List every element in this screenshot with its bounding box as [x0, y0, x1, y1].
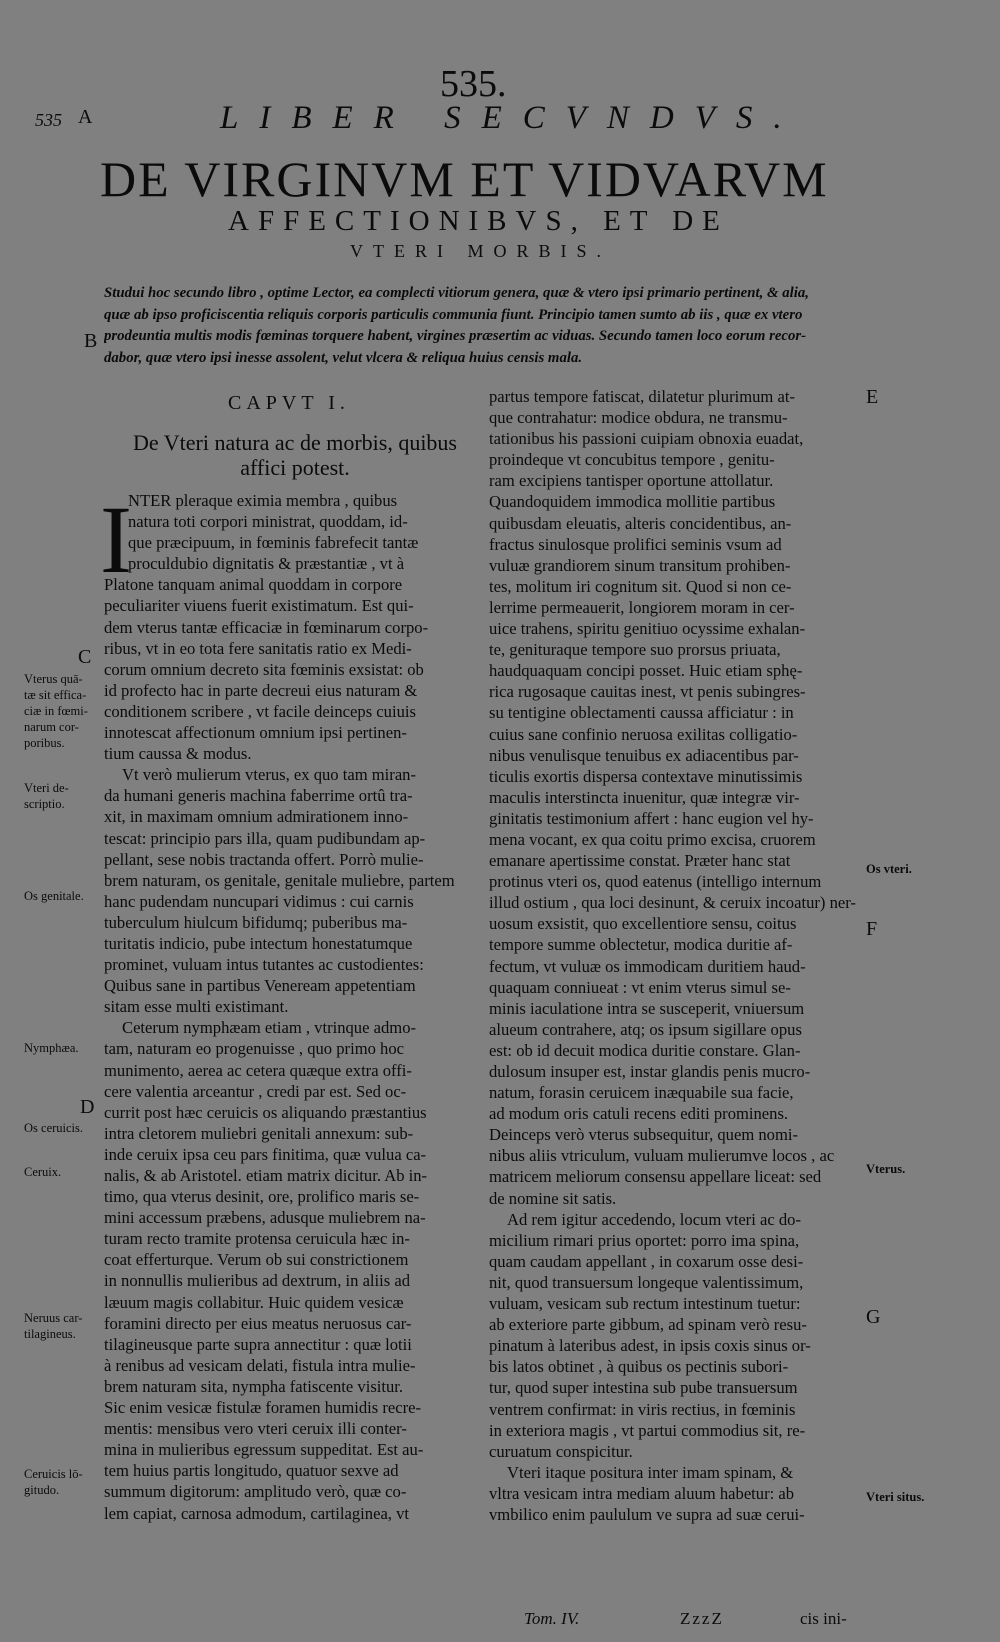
text-line: da humani generis machina faberrime ortû tra- — [104, 786, 413, 806]
margin-letter-b: B — [84, 330, 98, 352]
note-line: Os ceruicis. — [24, 1121, 84, 1135]
page-number: 535. — [440, 63, 507, 105]
drop-cap: I — [100, 486, 132, 593]
text-line: protinus vteri os, quod eatenus (intelligo internum — [489, 872, 822, 892]
text-line: proindeque vt concubitus tempore , genitu- — [489, 450, 775, 470]
note-line: Neruus car- — [24, 1311, 83, 1325]
left-page-number: 535 — [35, 110, 62, 130]
text-line: uice trahens, spiritu genitiuo ocyssime exhalan- — [489, 619, 806, 639]
margin-note-vterus: Vterus. — [866, 1162, 906, 1176]
chapter-subtitle — [104, 430, 486, 480]
text-line: natum, forasin ceruicem inæquabile sua facie, — [489, 1083, 794, 1103]
text-line: vltra vesicam intra mediam aluum habetur: ab — [489, 1483, 795, 1503]
note-line: gitudo. — [24, 1483, 60, 1497]
text-line: coat efferturque. Verum ob sui constrictionem — [104, 1250, 409, 1270]
note-line: tæ sit effica- — [24, 688, 87, 702]
text-line: pinatum à lateribus adest, in ipsis coxis sinus or- — [489, 1336, 811, 1356]
text-line: intra cletorem muliebri genitali annexum: sub- — [104, 1123, 414, 1143]
text-line: nibus aliis vtriculum, vuluam mulierumve locos , ac — [489, 1146, 835, 1166]
text-line: tium caussa & modus. — [104, 744, 252, 764]
right-column — [489, 386, 867, 1525]
text-line: quam caudam appellant , in coxarum osse desi- — [489, 1251, 804, 1271]
text-line: innotescat affectionum omnium ipsi pertinen- — [104, 723, 407, 743]
text-line: rica rugosaque cauitas inest, vt penis subingres- — [489, 682, 806, 702]
text-line: minis iaculatione intra se susceperit, vniuersum — [489, 998, 805, 1018]
text-line: ab exteriore parte gibbum, ad spinam verò resu- — [489, 1315, 807, 1335]
chapter-heading: CAPVT I. — [228, 392, 350, 414]
text-line: tempore summe oblectetur, modica duritie af- — [489, 935, 793, 955]
text-line: conditionem scribere , vt facile deinceps cuiuis — [104, 701, 416, 721]
margin-note-longitudo — [24, 1466, 83, 1498]
text-line: alueum contrahere, atq; os ipsum sigillare opus — [489, 1019, 802, 1039]
main-title: DE VIRGINVM ET VIDVARVM — [100, 151, 829, 207]
margin-note-vterus-efficacia — [24, 671, 88, 751]
note-line: narum cor- — [24, 720, 79, 734]
text-line: nibus venulisque tenuibus ex adiacentibus par- — [489, 745, 799, 765]
chapter-subtitle-line: affici potest. — [240, 455, 350, 480]
text-line: fractus sinulosque prolifici seminis vsum ad — [489, 534, 782, 554]
text-line: maculis interstincta inuenitur, quæ integræ vir- — [489, 787, 800, 807]
text-line: sitam esse multi existimant. — [104, 997, 289, 1017]
catchword: cis ini- — [800, 1609, 847, 1628]
text-line: ram excipiens tantisper oportune attollatur. — [489, 471, 774, 491]
text-line: inde ceruix ipsa ceu pars finitima, quæ vulua ca- — [104, 1144, 427, 1164]
text-line: Ceterum nymphæam etiam , vtrinque admo- — [122, 1018, 417, 1038]
text-line: illud ostium , qua loci desinunt, & ceruix incoatur) ner- — [489, 893, 856, 913]
text-line: ticulis exortis dispersa contextave minutissimis — [489, 766, 803, 786]
text-line: turitatis indicio, pube intectum honestatumque — [104, 933, 413, 953]
margin-letter-e: E — [866, 386, 879, 408]
text-line: prominet, vuluam intus tutantes ac custodientes: — [104, 955, 424, 975]
summary-line: quæ ab ipso proficiscentia reliquis corporis particulis communia fiunt. Principio tamen sumto ab iis , quæ ex vtero — [104, 306, 803, 323]
text-line: corum omnium decreto sita fœminis exsistat: ob — [104, 659, 424, 679]
text-line: brem naturam sita, nympha fatiscente visitur. — [104, 1376, 404, 1396]
text-line: peculiariter viuens fuerit existimatum. Est qui- — [104, 596, 414, 616]
text-line: id profecto hac in parte decreui eius naturam & — [104, 680, 418, 700]
margin-note-os-vteri: Os vteri. — [866, 862, 912, 876]
summary-line: Studui hoc secundo libro , optime Lector, ea complecti vitiorum genera, quæ & vtero ipsi primario pertinent, & alia, — [104, 285, 809, 301]
margin-note-os-genitale — [24, 888, 84, 904]
text-line: de nomine sit satis. — [489, 1188, 617, 1208]
text-line: tationibus his passioni cuipiam obnoxia euadat, — [489, 429, 804, 449]
text-line: ventrem confirmat: in viris rectius, in fœminis — [489, 1399, 796, 1419]
text-line: cere valentia arceantur , credi par est. Sed oc- — [104, 1081, 407, 1101]
text-line: ad modum oris catuli recens editi prominens. — [489, 1104, 789, 1124]
sub-title: AFFECTIONIBVS, ET DE — [228, 205, 729, 237]
text-line: mini accessum præbens, adusque muliebrem na- — [104, 1208, 426, 1228]
text-line: munimento, aerea ac cetera quæque extra offi- — [104, 1060, 412, 1080]
text-line: in exteriora magis , vt partui commodius sit, re- — [489, 1420, 806, 1440]
text-line: à renibus ad vesicam delati, fistula intra mulie- — [104, 1355, 416, 1375]
note-line: Ceruicis lō- — [24, 1467, 83, 1481]
margin-note-descriptio — [24, 780, 69, 812]
text-line: Deinceps verò vterus subsequitur, quem nomi- — [489, 1125, 799, 1145]
signature-mark: ZzzZ — [680, 1609, 724, 1628]
text-line: vuluæ grandiorem sinum transitum prohiben- — [489, 555, 791, 575]
text-line: lerrime permeauerit, longiorem moram in cer- — [489, 597, 795, 617]
margin-note-ceruix — [24, 1164, 61, 1180]
text-line: que præcipuum, in fœminis fabrefecit tantæ — [128, 533, 419, 553]
text-line: est: ob id decuit modica duritie constare. Glan- — [489, 1040, 801, 1060]
text-line: Quandoquidem immodica mollitie partibus — [489, 492, 776, 512]
margin-letter-a: A — [78, 106, 93, 128]
sub-title-line2: VTERI MORBIS. — [350, 241, 612, 261]
book-summary — [104, 283, 862, 369]
text-line: Platone tanquam animal quoddam in corpore — [104, 575, 403, 595]
text-line: tes, molitum iri cognitum sit. Quod si non ce- — [489, 576, 792, 596]
text-line: tur, quod super intestina sub pube transuersum — [489, 1378, 798, 1398]
summary-line: prodeuntia multis modis fœminas torquere habent, virgines præsertim ac viduas. Secundo tamen loco eorum recor- — [104, 328, 807, 344]
text-line: nalis, & ab Aristotel. etiam matrix dicitur. Ab in- — [104, 1166, 428, 1185]
margin-letter-f: F — [866, 918, 878, 940]
text-line: mina in mulieribus egressum suppeditat. Est au- — [104, 1440, 424, 1460]
text-line: te, genituraque tempore suo prorsus priuata, — [489, 640, 781, 660]
note-line: Ceruix. — [24, 1165, 62, 1179]
text-line: natura toti corpori ministrat, quoddam, id- — [128, 512, 408, 532]
margin-letter-d: D — [80, 1096, 95, 1118]
text-line: quibusdam eleuatis, alteris concidentibus, an- — [489, 513, 792, 533]
text-line: cuius sane confinio neruosa exilitas colligatio- — [489, 724, 798, 744]
text-line: dem vterus tantæ efficaciæ in fœminarum corpo- — [104, 617, 429, 637]
text-line: turam recto tramite protensa ceruicula hæc in- — [104, 1229, 410, 1249]
note-line: ciæ in fœmi- — [24, 704, 88, 718]
text-line: xit, in maximam omnium admirationem inno- — [104, 807, 409, 827]
text-line: nit, quod transuersum longeque valentissimum, — [489, 1272, 804, 1292]
note-line: Vteri de- — [24, 781, 69, 795]
text-line: su tentigine oblectamenti caussa afficiatur : in — [489, 703, 794, 723]
left-column — [104, 490, 489, 1524]
text-line: tescat: principio pars illa, quam pudibundam ap- — [104, 828, 426, 848]
text-line: haudquaquam concipi posset. Huic etiam sphę- — [489, 661, 803, 681]
margin-letter-g: G — [866, 1306, 881, 1328]
text-line: mentis: mensibus vero vteri ceruix illi conter- — [104, 1419, 407, 1439]
volume-mark: Tom. IV. — [524, 1609, 580, 1628]
summary-line: dabor, quæ vtero ipsi inesse assolent, velut vlcera & reliqua huius censis mala. — [104, 349, 583, 366]
text-line: brem naturam, os genitale, genitale muliebre, partem — [104, 870, 455, 890]
margin-note-neruus — [24, 1310, 82, 1342]
text-line: timo, qua vterus desinit, ore, prolifico maris se- — [104, 1187, 420, 1207]
text-line: Quibus sane in partibus Veneream appetentiam — [104, 976, 416, 996]
note-line: Vterus quā- — [24, 672, 83, 686]
text-line: ribus, vt in eo tota fere sanitatis ratio ex Medi- — [104, 638, 412, 658]
note-line: tilagineus. — [24, 1327, 76, 1341]
text-line: mena vocant, ex qua coitu primo excisa, cruorem — [489, 829, 816, 849]
note-line: Nymphæa. — [24, 1041, 79, 1055]
chapter-subtitle-line: De Vteri natura ac de morbis, quibus — [132, 430, 457, 455]
note-line: Os genitale. — [24, 889, 84, 903]
text-line: Sic enim vesicæ fistulæ foramen humidis recre- — [104, 1398, 422, 1418]
text-line: hanc pudendam nuncupari vidimus : cui carnis — [104, 891, 414, 911]
text-line: bis latos obtinet , à quibus os pectinis subori- — [489, 1357, 789, 1377]
text-line: foramini directo per eius meatus neruosus car- — [104, 1313, 412, 1333]
text-line: pellant, sese nobis tractanda offert. Porrò mulie- — [104, 849, 424, 869]
margin-note-os-ceruicis — [24, 1120, 83, 1136]
text-line: in nonnullis mulieribus ad dextrum, in aliis ad — [104, 1271, 411, 1291]
text-line: ginitatis testimonium affert : hanc eugion vel hy- — [489, 808, 814, 828]
book-title: LIBER SECVNDVS. — [220, 100, 803, 136]
margin-note-vteri-situs: Vteri situs. — [866, 1490, 925, 1504]
text-line: lem capiat, carnosa admodum, cartilaginea, vt — [104, 1503, 410, 1523]
text-line: curuatum conspicitur. — [489, 1441, 633, 1461]
text-line: tem huius partis longitudo, quatuor sexve ad — [104, 1461, 399, 1481]
text-line: summum digitorum: amplitudo verò, quæ co- — [104, 1482, 407, 1502]
text-line: tam, naturam eo progenuisse , quo primo hoc — [104, 1039, 405, 1059]
text-line: NTER pleraque eximia membra , quibus — [128, 491, 398, 510]
text-line: vuluam, vesicam sub rectum intestinum tuetur: — [489, 1294, 801, 1314]
text-line: que contrahatur: modice obdura, ne transmu- — [489, 408, 788, 428]
text-line: tilagineusque parte supra annectitur : quæ lotii — [104, 1334, 412, 1354]
note-line: scriptio. — [24, 797, 65, 811]
text-line: Ad rem igitur accedendo, locum vteri ac do- — [507, 1209, 801, 1229]
text-line: dulosum insuper est, instar glandis penis mucro- — [489, 1062, 811, 1081]
margin-note-nymphaea — [24, 1040, 79, 1056]
text-line: læuum magis collabitur. Huic quidem vesicæ — [104, 1292, 404, 1312]
text-line: emanare apertissime constat. Præter hanc stat — [489, 851, 791, 871]
text-line: micilium rimari prius oportet: porro ima spina, — [489, 1230, 800, 1250]
text-line: fectum, vt vuluæ os immodicam duritiem haud- — [489, 956, 806, 976]
text-line: Vteri itaque positura inter imam spinam, & — [507, 1462, 794, 1482]
text-line: tuberculum hiulcum bifidumq; puberibus ma- — [104, 912, 408, 932]
note-line: poribus. — [24, 736, 65, 750]
margin-letter-c: C — [78, 646, 92, 668]
text-line: matricem meliorum consensu appellare liceat: sed — [489, 1167, 822, 1187]
text-line: quaquam conniueat : vt enim vterus simul se- — [489, 977, 791, 997]
text-line: proculdubio dignitatis & præstantiæ , vt à — [128, 554, 405, 574]
text-line: currit post hæc ceruicis os aliquando præstantius — [104, 1102, 427, 1122]
text-line: vmbilico enim paululum ve supra ad suæ cerui- — [489, 1504, 805, 1524]
text-line: Vt verò mulierum vterus, ex quo tam miran- — [122, 765, 417, 785]
text-line: partus tempore fatiscat, dilatetur plurimum at- — [489, 387, 795, 406]
text-line: uosum exsistit, quo excellentiore sensu, coitus — [489, 914, 797, 934]
